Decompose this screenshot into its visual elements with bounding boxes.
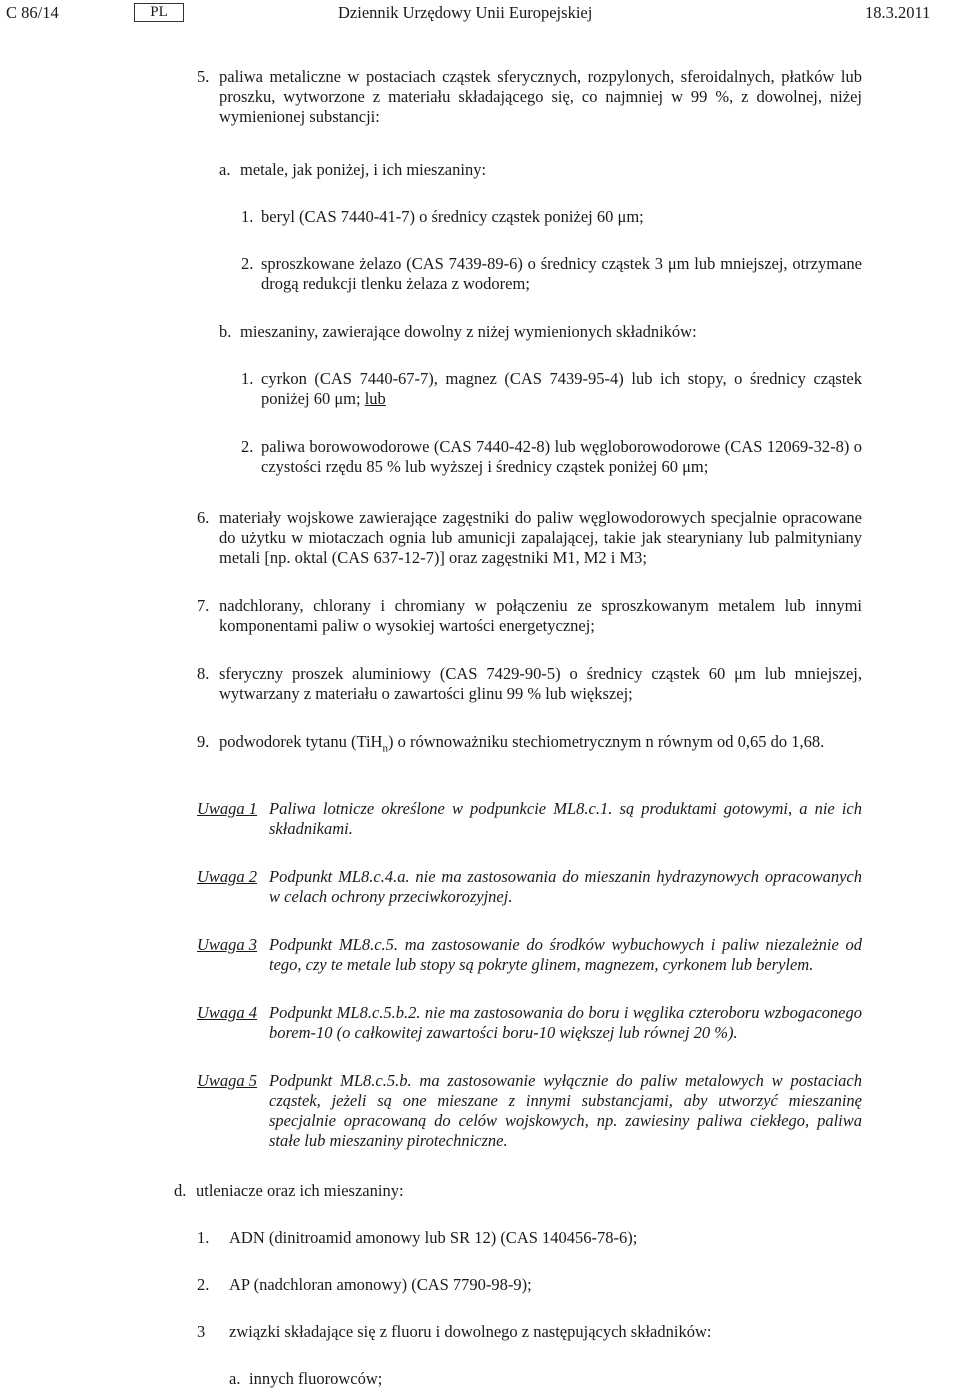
note-text: Podpunkt ML8.c.5. ma zastosowanie do środków wybuchowych i paliw niezależnie od tego, czy te metale lub stopy są pokryte glinem, magnezem, cyrkonem lub berylem. [269,935,862,974]
item-number: 3 [197,1322,206,1341]
note-label: Uwaga 5 [197,1071,258,1090]
item-text: materiały wojskowe zawierające zagęstniki do paliw węglowodorowych specjalnie opracowane do użytku w miotaczach ognia lub amunicji zapalającej, takie jak stearyniany lub palmityniany metali [np. oktal (CAS 637-12-7)] oraz zagęstniki M1, M2 i M3; [219,508,862,567]
item-number: 6. [197,508,210,527]
note-label: Uwaga 1 [197,799,258,818]
note-label: Uwaga 2 [197,867,258,886]
item-text-before: podwodorek tytanu (TiH [219,732,383,751]
note-3 [197,935,862,975]
list-item-d2 [197,1275,862,1295]
note-text: Podpunkt ML8.c.5.b. ma zastosowanie wyłącznie do paliw metalowych w postaciach cząstek, jeżeli są one mieszane z innymi substancjami, aby utworzyć mieszaninę specjalnie opracowaną do celów wojskowych, np. zawiesiny paliwa ciekłego, paliwa stałe lub mieszaniny pirotechniczne. [269,1071,862,1150]
note-5 [197,1071,862,1151]
note-text: Paliwa lotnicze określone w podpunkcie ML8.c.1. są produktami gotowymi, a nie ich składnikami. [269,799,862,838]
item-number: 8. [197,664,210,683]
item-number: 1. [197,1228,210,1247]
list-item-d3 [197,1322,862,1342]
item-text: sferyczny proszek aluminiowy (CAS 7429-90-5) o średnicy cząstek 60 μm lub mniejszej, wytwarzany z materiału o zawartości glinu 99 % lub większej; [219,664,862,703]
item-number: 2. [241,254,254,273]
item-text: sproszkowane żelazo (CAS 7439-89-6) o średnicy cząstek 3 μm lub mniejszej, otrzymane drogą redukcji tlenku żelaza z wodorem; [261,254,862,293]
item-text: paliwa metaliczne w postaciach cząstek sferycznych, rozpylonych, sferoidalnych, płatków lub proszku, wytworzone z materiału składającego się, co najmniej w 99 %, z dowolnej, niżej wymienionej substancji: [219,67,862,126]
note-1 [197,799,862,839]
item-text: związki składające się z fluoru i dowolnego z następujących składników: [229,1322,712,1341]
list-item-7 [197,596,862,636]
list-item-d3a [229,1369,862,1389]
subscript-n: n [382,742,388,755]
item-number: 2. [241,437,254,456]
item-text: paliwa borowowodorowe (CAS 7440-42-8) lub węgloborowodorowe (CAS 12069-32-8) o czystości rzędu 85 % lub wyższej i średnicy cząstek poniżej 60 μm; [261,437,862,476]
item-number: 2. [197,1275,210,1294]
item-text: mieszaniny, zawierające dowolny z niżej wymienionych składników: [240,322,697,341]
item-number: 1. [241,369,254,388]
list-item-8 [197,664,862,704]
item-number: 7. [197,596,210,615]
note-label: Uwaga 3 [197,935,258,954]
note-2 [197,867,862,907]
item-text-body: cyrkon (CAS 7440-67-7), magnez (CAS 7439-95-4) lub ich stopy, o średnicy cząstek poniżej 60 μm; [261,369,862,408]
item-number: 5. [197,67,210,86]
list-item-5a [219,160,862,180]
note-4 [197,1003,862,1043]
item-text: utleniacze oraz ich mieszaniny: [196,1181,404,1200]
item-text: innych fluorowców; [249,1369,383,1388]
item-letter: a. [219,160,231,179]
journal-title: Dziennik Urzędowy Unii Europejskiej [338,3,593,22]
item-text: metale, jak poniżej, i ich mieszaniny: [240,160,487,179]
item-text: ADN (dinitroamid amonowy lub SR 12) (CAS 140456-78-6); [229,1228,638,1247]
page-reference: C 86/14 [6,3,59,22]
item-number: 9. [197,732,210,751]
language-badge: PL [134,3,184,22]
item-text [197,732,862,755]
item-text: AP (nadchloran amonowy) (CAS 7790-98-9); [229,1275,532,1294]
item-letter: d. [174,1181,187,1200]
note-text: Podpunkt ML8.c.4.a. nie ma zastosowania do mieszanin hydrazynowych opracowanych w celach ochrony przeciwkorozyjnej. [269,867,862,906]
item-letter: b. [219,322,232,341]
list-item-9 [197,732,862,755]
note-text: Podpunkt ML8.c.5.b.2. nie ma zastosowania do boru i węglika czteroboru wzbogaconego borem-10 (o całkowitej zawartości boru-10 większej lub równej 20 %). [269,1003,862,1042]
item-text: beryl (CAS 7440-41-7) o średnicy cząstek poniżej 60 μm; [261,207,644,226]
list-item-5a2 [241,254,862,294]
list-item-5b1 [241,369,862,409]
note-label: Uwaga 4 [197,1003,258,1022]
item-letter: a. [229,1369,241,1388]
item-text: nadchlorany, chlorany i chromiany w połączeniu ze sproszkowanym metalem lub innymi komponentami paliw o wysokiej wartości energetycznej; [219,596,862,635]
list-item-d1 [197,1228,862,1248]
list-item-5 [197,67,862,127]
item-text [241,369,862,409]
list-item-5b2 [241,437,862,477]
list-item-5a1 [241,207,862,227]
item-text-after: ) o równoważniku stechiometrycznym n równym od 0,65 do 1,68. [387,732,825,751]
list-item-5b [219,322,862,342]
publication-date: 18.3.2011 [865,3,931,22]
list-item-d [174,1181,862,1201]
conjunction-lub: lub [364,389,386,408]
list-item-6 [197,508,862,568]
item-number: 1. [241,207,254,226]
